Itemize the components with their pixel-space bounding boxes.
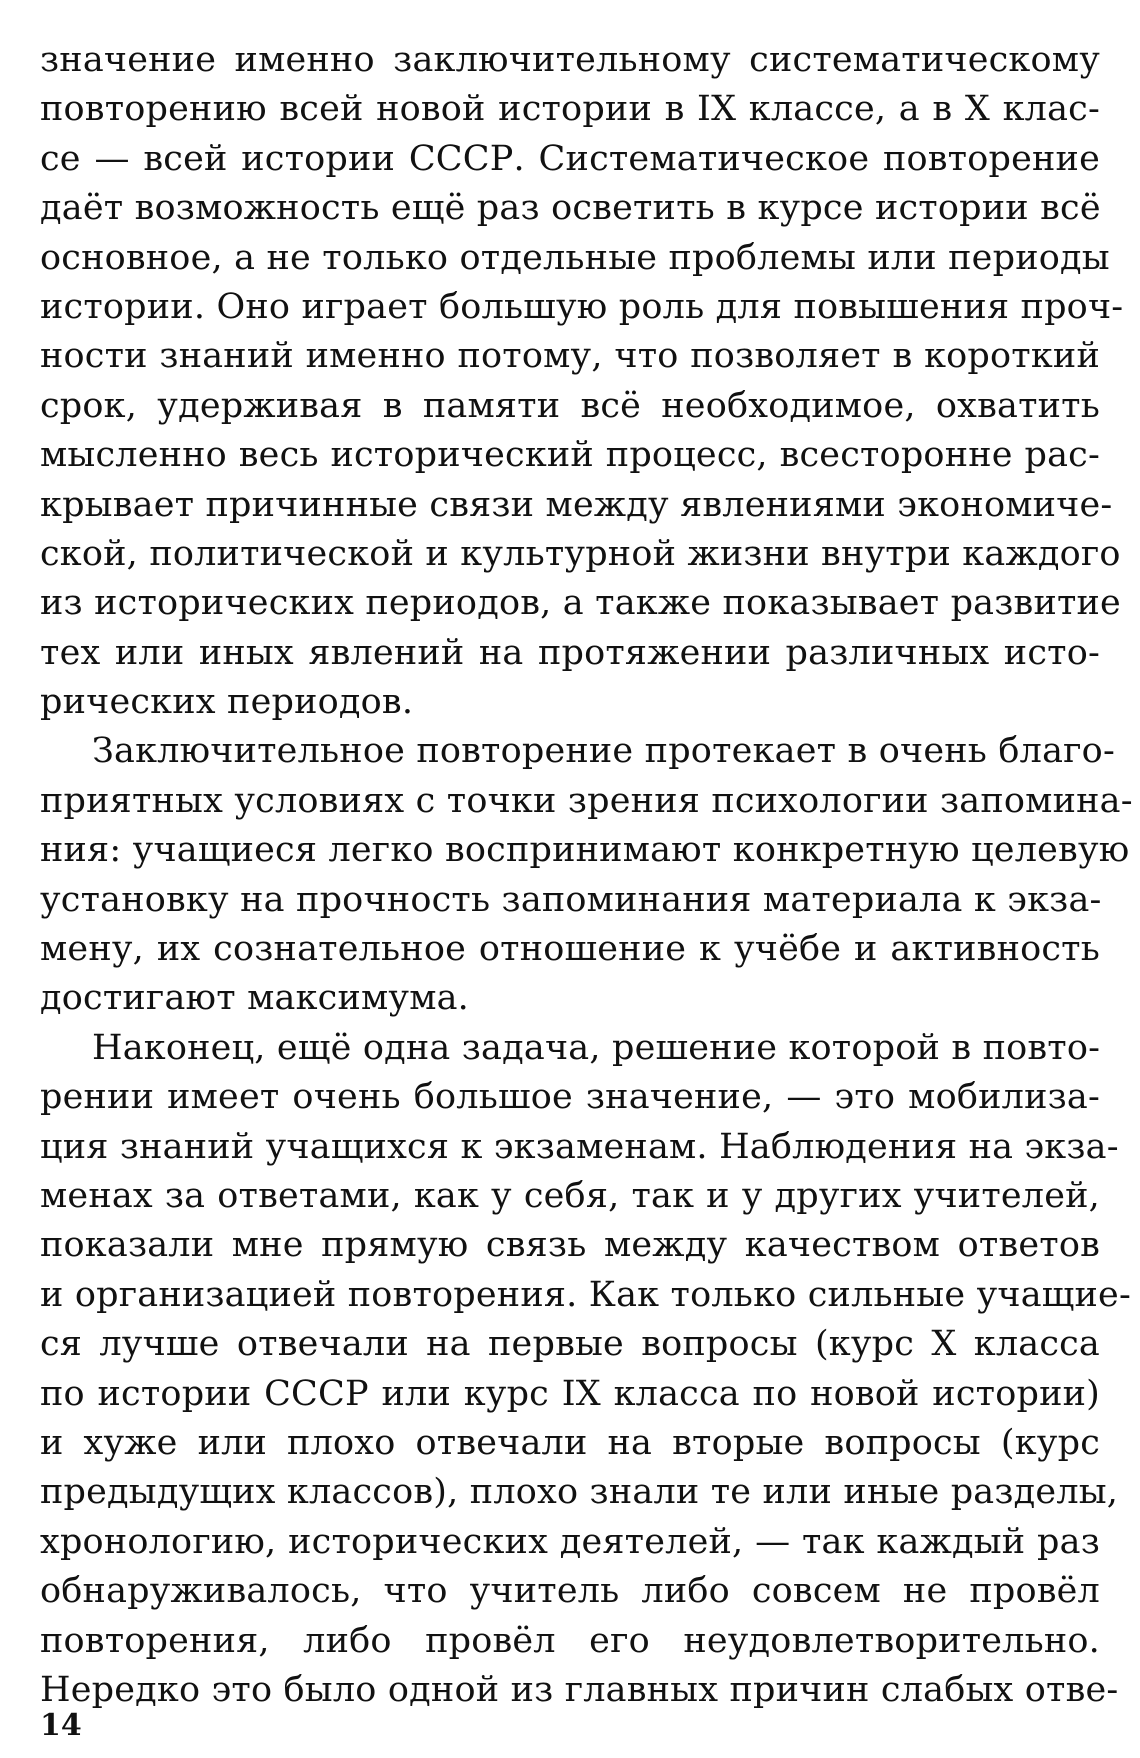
text-line: ния: учащиеся легко воспринимают конкретную целевую xyxy=(40,830,1130,871)
text-line: хронологию, исторических деятелей, — так каждый раз xyxy=(40,1521,1100,1562)
text-line: мену, их сознательное отношение к учёбе и активность xyxy=(40,929,1100,970)
text-line: тех или иных явлений на протяжении различных исто- xyxy=(40,632,1100,673)
text-line: повторению всей новой истории в IX классе, а в X клас- xyxy=(40,89,1100,130)
text-line: установку на прочность запоминания материала к экза- xyxy=(40,879,1102,920)
text-line: истории. Оно играет большую роль для повышения проч- xyxy=(40,286,1124,327)
text-line: повторения, либо провёл его неудовлетворительно. xyxy=(40,1620,1100,1661)
page-number: 14 xyxy=(40,1708,82,1743)
text-line: ности знаний именно потому, что позволяет в короткий xyxy=(40,336,1100,377)
text-line: и организацией повторения. Как только сильные учащие- xyxy=(40,1274,1131,1315)
text-line: Заключительное повторение протекает в очень благо- xyxy=(92,731,1115,772)
text-line: рических периодов. xyxy=(40,682,414,723)
text-line: срок, удерживая в памяти всё необходимое, охватить xyxy=(40,385,1100,426)
text-line: значение именно заключительному систематическому xyxy=(40,40,1100,80)
text-line: се — всей истории СССР. Систематическое повторение xyxy=(40,138,1100,179)
text-line: предыдущих классов), плохо знали те или иные разделы, xyxy=(40,1472,1119,1513)
text-line: из исторических периодов, а также показывает развитие xyxy=(40,583,1121,624)
text-line: показали мне прямую связь между качеством ответов xyxy=(40,1225,1100,1266)
text-line: рении имеет очень большое значение, — это мобилиза- xyxy=(40,1077,1100,1118)
text-line: ся лучше отвечали на первые вопросы (курс X класса xyxy=(40,1324,1100,1365)
text-line: Нередко это было одной из главных причин слабых отве- xyxy=(40,1669,1119,1710)
text-line: мысленно весь исторический процесс, всесторонне рас- xyxy=(40,435,1100,476)
text-line: крывает причинные связи между явлениями экономиче- xyxy=(40,484,1113,525)
text-line: даёт возможность ещё раз осветить в курсе истории всё xyxy=(40,188,1101,229)
text-line: приятных условиях с точки зрения психологии запомина- xyxy=(40,780,1133,821)
text-line: достигают максимума. xyxy=(40,978,470,1019)
text-line: и хуже или плохо отвечали на вторые вопросы (курс xyxy=(40,1422,1100,1463)
text-line: основное, а не только отдельные проблемы или периоды xyxy=(40,237,1110,278)
text-line: по истории СССР или курс IX класса по новой истории) xyxy=(40,1373,1100,1414)
text-line: ция знаний учащихся к экзаменам. Наблюдения на экза- xyxy=(40,1126,1119,1167)
text-line: обнаруживалось, что учитель либо совсем не провёл xyxy=(40,1571,1100,1612)
body-text xyxy=(40,36,1133,1715)
text-line: Наконец, ещё одна задача, решение которой в повто- xyxy=(92,1027,1101,1068)
text-line: менах за ответами, как у себя, так и у других учителей, xyxy=(40,1175,1100,1216)
text-line: ской, политической и культурной жизни внутри каждого xyxy=(40,533,1121,574)
